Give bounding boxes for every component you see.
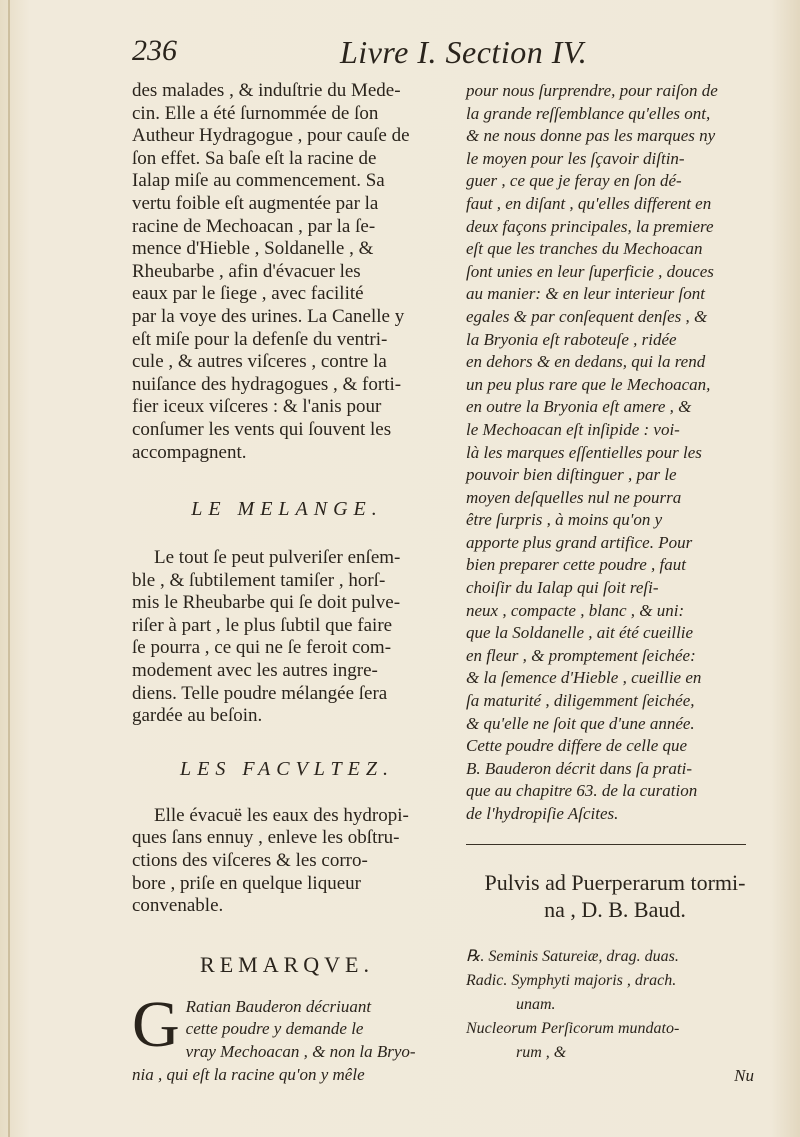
recipe-line: rum , & <box>516 1043 567 1061</box>
text-line: ble , & ſubtilement tamiſer , horſ- <box>132 569 386 591</box>
text-line: ſont unies en leur ſuperficie , douces <box>466 261 714 281</box>
recipe-line: Radic. Symphyti majoris , drach. <box>466 971 677 989</box>
text-line: mence d'Hieble , Soldanelle , & <box>132 238 374 260</box>
text-line: moyen deſquelles nul ne pourra <box>466 487 682 507</box>
text-line: & la ſemence d'Hieble , cueillie en <box>466 668 702 688</box>
text-line: B. Bauderon décrit dans ſa prati- <box>466 758 693 778</box>
text-line: le Mechoacan eſt inſipide : voi- <box>466 419 680 439</box>
formula-title <box>466 869 764 923</box>
text-line: le moyen pour les ſçavoir diſtin- <box>466 148 685 168</box>
text-line: en dehors & en dedans, qui la rend <box>466 352 706 372</box>
text-line: bien preparer cette poudre , faut <box>466 555 687 575</box>
text-line: que au chapitre 63. de la curation <box>466 781 698 801</box>
text-line: pouvoir bien diſtinguer , par le <box>466 465 677 485</box>
text-line: là les marques eſſentielles pour les <box>466 442 702 462</box>
text-line: des malades , & induſtrie du Mede- <box>132 80 401 101</box>
text-line: Elle évacuë les eaux des hydropi- <box>154 804 409 826</box>
text-line: la Bryonia eſt raboteuſe , ridée <box>466 329 677 349</box>
text-line: gardée au beſoin. <box>132 705 263 727</box>
text-line: par la voye des urines. La Canelle y <box>132 305 405 327</box>
text-line: accompagnent. <box>132 441 247 463</box>
text-line: pour nous ſurprendre, pour raiſon de <box>466 81 718 100</box>
text-line: apporte plus grand artifice. Pour <box>466 532 693 552</box>
text-line: cette poudre y demande le <box>185 1019 364 1039</box>
text-line: eaux par le ſiege , avec facilité <box>132 283 364 305</box>
page-number: 236 <box>132 34 177 67</box>
text-line: eſt que les tranches du Mechoacan <box>466 239 703 259</box>
text-line: convenable. <box>132 895 224 917</box>
left-column <box>132 80 442 1086</box>
section-rule <box>466 844 746 845</box>
text-line: conſumer les vents qui ſouvent les <box>132 418 392 440</box>
text-line: Cette poudre differe de celle que <box>466 736 688 756</box>
facultez-heading: LES FACVLTEZ. <box>180 757 394 780</box>
recipe-list <box>466 945 764 1065</box>
text-line: ſon effet. Sa baſe eſt la racine de <box>132 147 377 169</box>
melange-heading: LE MELANGE. <box>191 498 383 521</box>
text-line: riſer à part , le plus ſubtil que faire <box>132 614 393 636</box>
formula-title-line: Pulvis ad Puerperarum tormi- <box>484 869 746 895</box>
right-column <box>466 80 764 1065</box>
text-line: guer , ce que je feray en ſon dé- <box>466 171 682 191</box>
running-head: Livre I. Section IV. <box>340 34 588 70</box>
text-line: Rheubarbe , afin d'évacuer les <box>132 260 361 282</box>
text-line: & ne nous donne pas les marques ny <box>466 126 716 146</box>
drop-cap: G <box>132 987 180 1061</box>
text-line: la grande reſſemblance qu'elles ont, <box>466 103 711 123</box>
recipe-line: Nucleorum Perſicorum mundato- <box>466 1019 680 1037</box>
text-line: de l'hydropiſie Aſcites. <box>466 804 619 823</box>
text-line: bore , priſe en quelque liqueur <box>132 872 361 894</box>
text-line: Le tout ſe peut pulveriſer enſem- <box>154 547 401 569</box>
text-line: mis le Rheubarbe qui ſe doit pulve- <box>132 592 401 614</box>
text-line: un peu plus rare que le Mechoacan, <box>466 374 711 394</box>
text-line: & qu'elle ne ſoit que d'une année. <box>466 713 695 733</box>
text-line: ctions des viſceres & les corro- <box>132 850 368 872</box>
remarque-continuation <box>466 80 764 826</box>
melange-paragraph <box>132 547 442 728</box>
text-line: cin. Elle a été ſurnommée de ſon <box>132 102 379 124</box>
text-line: fier iceux viſceres : & l'anis pour <box>132 396 382 418</box>
text-line: racine de Mechoacan , par la ſe- <box>132 215 376 237</box>
text-line: en fleur , & promptement ſeichée: <box>466 645 696 665</box>
text-line: nuiſance des hydragogues , & forti- <box>132 373 402 395</box>
text-line: Ialap miſe au commencement. Sa <box>132 170 385 192</box>
text-line: être ſurpris , à moins qu'on y <box>466 510 663 530</box>
text-line: faut , en diſant , qu'elles different en <box>466 193 712 213</box>
formula-title-line: na , D. B. Baud. <box>544 896 686 922</box>
text-line: ques ſans ennuy , enleve les obſtru- <box>132 827 400 849</box>
text-line: diens. Telle poudre mélangée ſera <box>132 682 388 704</box>
text-line: au manier: & en leur interieur ſont <box>466 284 705 304</box>
catchword: Nu <box>734 1066 754 1085</box>
recipe-line: ℞. Seminis Satureiæ, drag. duas. <box>466 947 679 965</box>
text-line: choiſir du Ialap qui ſoit reſi- <box>466 578 659 598</box>
recipe-line: unam. <box>516 995 556 1013</box>
text-line: vray Mechoacan , & non la Bryo- <box>185 1042 416 1061</box>
text-line: ſa maturité , diligemment ſeichée, <box>466 691 695 711</box>
text-line: ſe pourra , ce qui ne ſe feroit com- <box>132 637 392 659</box>
intro-paragraph <box>132 80 442 464</box>
text-line: nia , qui eſt la racine qu'on y mêle <box>132 1064 365 1084</box>
text-line: cule , & autres viſceres , contre la <box>132 351 387 373</box>
text-line: deux façons principales, la premiere <box>466 216 714 236</box>
text-line: que la Soldanelle , ait été cueillie <box>466 623 694 643</box>
text-line: en outre la Bryonia eſt amere , & <box>466 397 692 417</box>
facultez-paragraph <box>132 805 442 918</box>
remarque-heading: REMARQVE. <box>200 951 374 977</box>
text-line: modement avec les autres ingre- <box>132 660 378 682</box>
text-line: egales & par conſequent denſes , & <box>466 306 708 326</box>
text-line: neux , compacte , blanc , & uni: <box>466 600 685 620</box>
text-line: vertu foible eſt augmentée par la <box>132 192 379 214</box>
text-line: Ratian Bauderon décriuant <box>185 996 372 1016</box>
text-line: eſt miſe pour la defenſe du ventri- <box>132 328 388 350</box>
gutter-shadow <box>8 0 10 1137</box>
text-line: Autheur Hydragogue , pour cauſe de <box>132 125 410 147</box>
remarque-paragraph <box>132 987 442 1086</box>
page-header <box>0 34 800 74</box>
